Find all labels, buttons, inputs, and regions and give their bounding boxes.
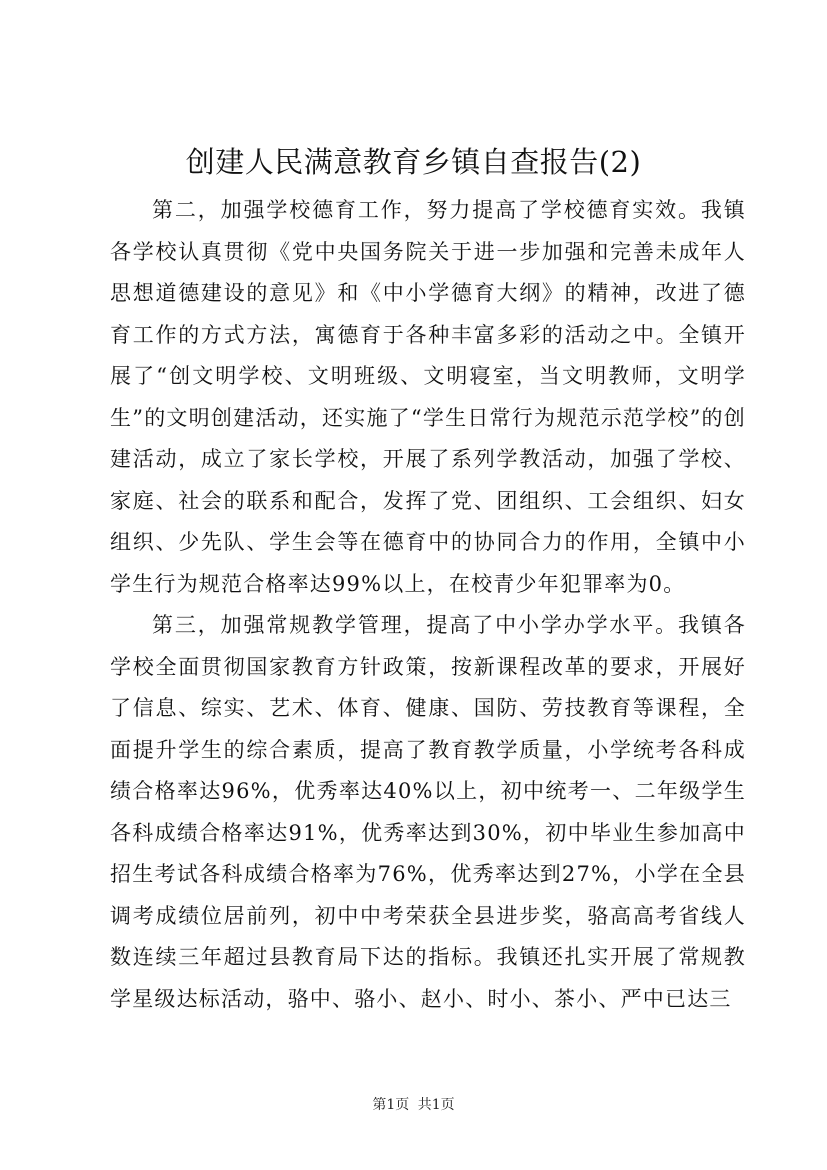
document-title: 创建人民满意教育乡镇自查报告(2) <box>185 145 642 179</box>
page-number: 第1页 <box>372 1097 410 1113</box>
page-footer <box>0 1095 827 1115</box>
document-body <box>110 190 746 1020</box>
page-total: 共1页 <box>417 1097 455 1113</box>
paragraph-second-point: 第二，加强学校德育工作，努力提高了学校德育实效。我镇各学校认真贯彻《党中央国务院关于进一步加强和完善未成年人思想道德建设的意见》和《中小学德育大纲》的精神，改进了德育工作的方式方法，寓德育于各种丰富多彩的活动之中。全镇开展了“创文明学校、文明班级、文明寝室，当文明教师，文明学生”的文明创建活动，还实施了“学生日常行为规范示范学校”的创建活动，成立了家长学校，开展了系列学教活动，加强了学校、家庭、社会的联系和配合，发挥了党、团组织、工会组织、妇女组织、少先队、学生会等在德育中的协同合力的作用，全镇中小学生行为规范合格率达99%以上，在校青少年犯罪率为0。 <box>110 198 746 596</box>
paragraph-third-point: 第三，加强常规教学管理，提高了中小学办学水平。我镇各学校全面贯彻国家教育方针政策，按新课程改革的要求，开展好了信息、综实、艺术、体育、健康、国防、劳技教育等课程，全面提升学生的综合素质，提高了教育教学质量，小学统考各科成绩合格率达96%，优秀率达40%以上，初中统考一、二年级学生各科成绩合格率达91%，优秀率达到30%，初中毕业生参加高中招生考试各科成绩合格率为76%，优秀率达到27%，小学在全县调考成绩位居前列，初中中考荣获全县进步奖，骆高高考省线人数连续三年超过县教育局下达的指标。我镇还扎实开展了常规教学星级达标活动，骆中、骆小、赵小、时小、茶小、严中已达三 <box>110 613 746 1011</box>
